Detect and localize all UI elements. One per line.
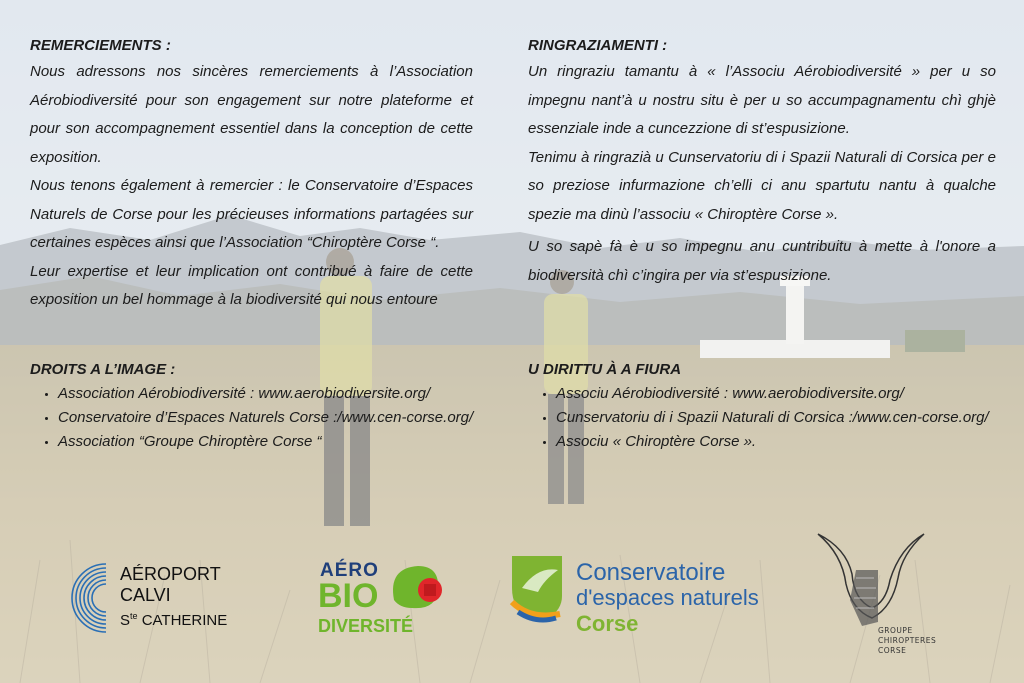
french-credits-list <box>30 382 485 454</box>
french-paragraph: Leur expertise et leur implication ont contribué à faire de cette exposition un bel hommage à la biodiversité qui nous entoure <box>30 262 473 308</box>
corsican-credits-title: U DIRITTU À A FIURA <box>528 361 682 378</box>
aerobio-logo-line: AÉRO <box>320 560 379 581</box>
list-item: • Cunservatoriu di i Spazii Naturali di Corsica :/www.cen-corse.org/ <box>556 406 1006 430</box>
corsican-credits-list <box>528 382 1006 454</box>
french-image-credits <box>30 358 485 454</box>
corsican-paragraph: Tenimu à ringrazià u Cunservatoriu di i Spazii Naturali di Corsica per e so preziose infurmazione ch’elli ci anu spartutu nantu à qualche spezie ma dinù l’associu « Chiroptère Corse ». <box>528 148 996 223</box>
list-item: • Associu « Chiroptère Corse ». <box>556 430 1006 454</box>
list-item: • Association Aérobiodiversité : www.aerobiodiversite.org/ <box>58 382 485 406</box>
corsican-paragraph: U so sapè fà è u so impegnu anu cuntribuitu à mette à l'onore a biodiversità chì c’ingira per via st’espusizione. <box>528 238 996 284</box>
chiro-logo-line: CORSE <box>878 646 907 655</box>
calvi-fan-icon <box>70 562 110 634</box>
chiro-logo-line: GROUPE <box>878 626 913 635</box>
cen-leaf-icon <box>508 552 568 624</box>
aerobiodiversite-logo <box>318 560 448 642</box>
aerobio-bubble-icon <box>384 560 444 616</box>
chiropteres-corse-logo <box>812 530 937 662</box>
list-item: • Associu Aérobiodiversité : www.aerobiodiversite.org/ <box>556 382 1006 406</box>
list-item: • Conservatoire d’Espaces Naturels Corse :/www.cen-corse.org/ <box>58 406 485 430</box>
aerobio-logo-line: BIO <box>318 577 379 615</box>
corsican-text-column <box>528 34 996 290</box>
french-text-column <box>30 34 473 315</box>
bat-wing-icon <box>812 530 932 630</box>
cen-logo-line: Corse <box>576 611 639 636</box>
calvi-logo-line: AÉROPORT <box>120 564 221 584</box>
calvi-airport-logo <box>70 560 260 635</box>
french-title: REMERCIEMENTS : <box>30 37 171 54</box>
calvi-logo-sup-te: te <box>130 611 138 621</box>
french-credits-title: DROITS A L’IMAGE : <box>30 361 176 378</box>
cen-logo-line: d'espaces naturels <box>576 585 759 610</box>
calvi-logo-sup: S <box>120 612 131 629</box>
french-paragraph: Nous tenons également à remercier : le Conservatoire d’Espaces Naturels de Corse pour les précieuses informations partagées sur certaines espèces ainsi que l’Association “Chiroptère Corse “. <box>30 177 473 251</box>
french-paragraph: Nous adressons nos sincères remerciements à l’Association Aérobiodiversité pour son engagement sur notre plateforme et pour son accompagnement essentiel dans la conception de cette exposition. <box>30 63 473 166</box>
calvi-logo-catherine: CATHERINE <box>137 612 228 629</box>
chiro-logo-line: CHIROPTERES <box>878 636 937 645</box>
corsican-paragraph: Un ringraziu tamantu à « l’Associu Aérobiodiversité » per u so impegnu nant’à u nostru situ è per u so accumpagnamentu chì ghjè essenziale inde a cuncezzione di st’espusizione. <box>528 63 996 137</box>
corsican-image-credits <box>528 358 1006 454</box>
cen-corse-logo <box>508 550 808 640</box>
aerobio-logo-line: DIVERSITÉ <box>318 616 414 636</box>
list-item: • Association “Groupe Chiroptère Corse “ <box>58 430 485 454</box>
corsican-title: RINGRAZIAMENTI : <box>528 37 668 54</box>
calvi-logo-line: CALVI <box>120 585 171 605</box>
calvi-logo-line <box>120 606 227 631</box>
cen-logo-line: Conservatoire <box>576 559 726 586</box>
